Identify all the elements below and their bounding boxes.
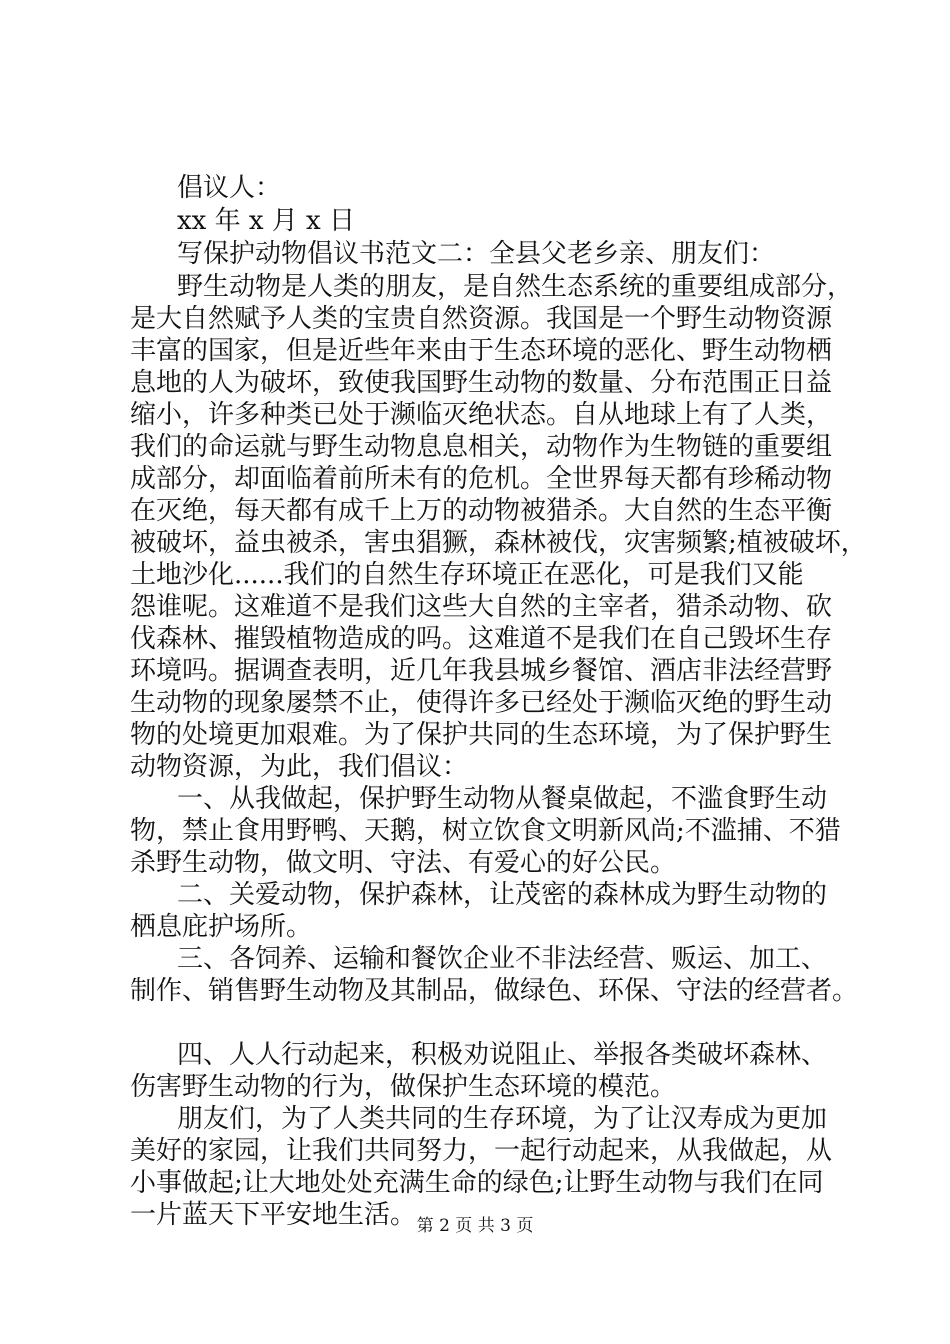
text-line: 伤害野生动物的行为，做保护生态环境的模范。 xyxy=(130,1072,677,1102)
text-line: 二、关爱动物，保护森林，让茂密的森林成为野生动物的 xyxy=(177,880,828,910)
text-line: 杀野生动物，做文明、守法、有爱心的好公民。 xyxy=(130,848,677,878)
text-line: 倡议人： xyxy=(177,173,282,203)
text-line: 一片蓝天下平安地生活。 xyxy=(130,1200,417,1230)
text-line: 三、各饲养、运输和餐饮企业不非法经营、贩运、加工、 xyxy=(177,944,828,974)
text-line: 土地沙化......我们的自然生存环境正在恶化，可是我们又能 xyxy=(130,560,804,590)
text-line: 一、从我做起，保护野生动物从餐桌做起，不滥食野生动 xyxy=(177,784,828,814)
text-line: 被破坏，益虫被杀，害虫猖獗，森林被伐，灾害频繁;植被破坏， xyxy=(130,528,867,558)
text-line: 制作、销售野生动物及其制品，做绿色、环保、守法的经营者。 xyxy=(130,976,859,1006)
text-line: 四、人人行动起来，积极劝说阻止、举报各类破坏森林、 xyxy=(177,1040,828,1070)
text-line: 动物资源，为此，我们倡议： xyxy=(130,752,469,782)
text-line: 生动物的现象屡禁不止，使得许多已经处于濒临灭绝的野生动 xyxy=(130,688,833,718)
text-line: 物，禁止食用野鸭、天鹅，树立饮食文明新风尚;不滥捕、不猎 xyxy=(130,816,841,846)
text-line: 伐森林、摧毁植物造成的吗。这难道不是我们在自己毁坏生存 xyxy=(130,624,833,654)
text-line: 在灭绝，每天都有成千上万的动物被猎杀。大自然的生态平衡 xyxy=(130,496,833,526)
text-line: 息地的人为破坏，致使我国野生动物的数量、分布范围正日益 xyxy=(130,368,833,398)
text-line: 缩小，许多种类已处于濒临灭绝状态。自从地球上有了人类， xyxy=(130,400,833,430)
text-line: xx 年 x 月 x 日 xyxy=(177,206,355,236)
page-number-footer: 第 2 页 共 3 页 xyxy=(416,1216,534,1236)
text-line: 写保护动物倡议书范文二：全县父老乡亲、朋友们： xyxy=(177,239,776,269)
text-line: 朋友们，为了人类共同的生存环境，为了让汉寿成为更加 xyxy=(177,1104,828,1134)
text-line: 物的处境更加艰难。为了保护共同的生态环境，为了保护野生 xyxy=(130,720,833,750)
text-line: 小事做起;让大地处处充满生命的绿色;让野生动物与我们在同 xyxy=(130,1168,824,1198)
text-line: 环境吗。据调查表明，近几年我县城乡餐馆、酒店非法经营野 xyxy=(130,656,833,686)
text-line: 是大自然赋予人类的宝贵自然资源。我国是一个野生动物资源 xyxy=(130,304,833,334)
text-line: 栖息庇护场所。 xyxy=(130,912,313,942)
text-line: 丰富的国家，但是近些年来由于生态环境的恶化、野生动物栖 xyxy=(130,336,833,366)
text-line: 野生动物是人类的朋友，是自然生态系统的重要组成部分， xyxy=(177,272,854,302)
text-line: 我们的命运就与野生动物息息相关，动物作为生物链的重要组 xyxy=(130,432,833,462)
text-line: 怨谁呢。这难道不是我们这些大自然的主宰者，猎杀动物、砍 xyxy=(130,592,833,622)
text-line: 美好的家园，让我们共同努力，一起行动起来，从我做起，从 xyxy=(130,1136,833,1166)
text-line: 成部分，却面临着前所未有的危机。全世界每天都有珍稀动物 xyxy=(130,464,833,494)
